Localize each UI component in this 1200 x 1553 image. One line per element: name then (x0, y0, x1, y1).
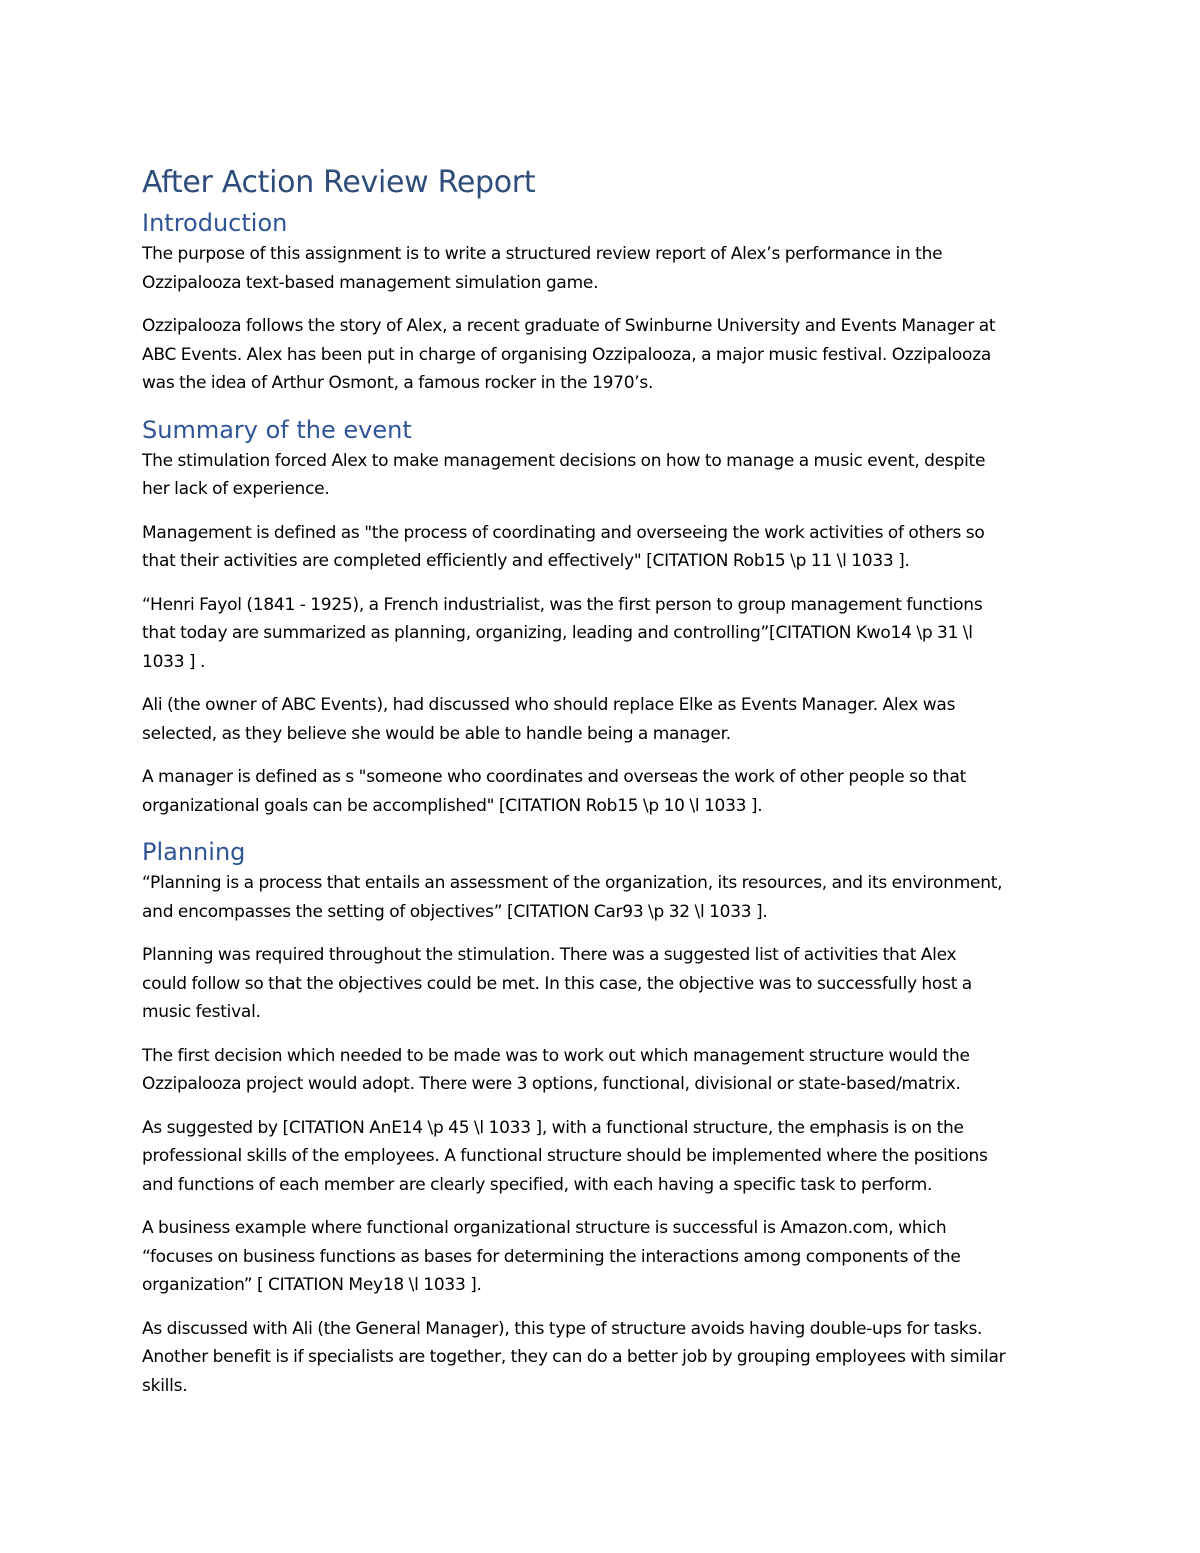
paragraph-line: and encompasses the setting of objectives” [CITATION Car93 \p 32 \l 1033 ]. (142, 901, 768, 922)
paragraph-line: Another benefit is if specialists are together, they can do a better job by grouping employees with similar (142, 1347, 1006, 1367)
paragraph (142, 941, 1062, 1027)
paragraph (142, 1114, 1062, 1200)
paragraph-line: that today are summarized as planning, organizing, leading and controlling”[CITATION Kwo14 \p 31 \l (142, 623, 973, 643)
section-heading-summary: Summary of the event (142, 415, 412, 444)
paragraph-line: “Henri Fayol (1841 - 1925), a French industrialist, was the first person to group management functions (142, 594, 983, 615)
paragraph (142, 1214, 1062, 1300)
paragraph-line: “Planning is a process that entails an assessment of the organization, its resources, and its environment, (142, 873, 1003, 893)
paragraph-line: ABC Events. Alex has been put in charge of organising Ozzipalooza, a major music festival. Ozzipalooza (142, 344, 992, 365)
paragraph-line: could follow so that the objectives could be met. In this case, the objective was to successfully host a (142, 973, 972, 994)
paragraph-line: professional skills of the employees. A functional structure should be implemented where the positions (142, 1146, 988, 1166)
paragraph-line: Planning was required throughout the stimulation. There was a suggested list of activities that Alex (142, 945, 957, 965)
section-heading-planning: Planning (142, 838, 246, 866)
paragraph (142, 447, 1062, 504)
paragraph-line: Management is defined as "the process of coordinating and overseeing the work activities of others so (142, 522, 985, 543)
paragraph-line: organizational goals can be accomplished" [CITATION Rob15 \p 10 \l 1033 ]. (142, 795, 763, 816)
paragraph (142, 240, 1062, 297)
paragraph-line: Ozzipalooza text-based management simulation game. (142, 272, 599, 293)
paragraph-line: selected, as they believe she would be able to handle being a manager. (142, 723, 731, 744)
paragraph-line: Ozzipalooza project would adopt. There were 3 options, functional, divisional or state-based/matrix. (142, 1074, 961, 1094)
paragraph-line: and functions of each member are clearly specified, with each having a specific task to perform. (142, 1174, 933, 1195)
paragraph-line: Ozzipalooza follows the story of Alex, a recent graduate of Swinburne University and Events Manager at (142, 316, 996, 336)
paragraph-line: skills. (142, 1375, 188, 1396)
paragraph-line: Ali (the owner of ABC Events), had discussed who should replace Elke as Events Manager. Alex was (142, 695, 956, 715)
paragraph-line: that their activities are completed efficiently and effectively" [CITATION Rob15 \p 11 \l 1033 ]. (142, 551, 910, 571)
paragraph-line: The first decision which needed to be made was to work out which management structure would the (142, 1045, 970, 1066)
paragraph-line: her lack of experience. (142, 479, 330, 499)
paragraph (142, 763, 1062, 820)
section-heading-introduction: Introduction (142, 209, 288, 237)
document-title: After Action Review Report (142, 165, 536, 200)
paragraph-line: A business example where functional organizational structure is successful is Amazon.com, which (142, 1218, 947, 1238)
paragraph (142, 691, 1062, 748)
paragraph-line: The stimulation forced Alex to make management decisions on how to manage a music event, despite (142, 450, 986, 471)
paragraph-line: The purpose of this assignment is to write a structured review report of Alex’s performance in the (142, 244, 943, 264)
paragraph (142, 591, 1062, 677)
paragraph-line: 1033 ] . (142, 651, 206, 672)
paragraph (142, 869, 1062, 926)
paragraph (142, 519, 1062, 576)
paragraph-line: “focuses on business functions as bases for determining the interactions among components of the (142, 1246, 961, 1267)
paragraph (142, 312, 1062, 398)
paragraph-line: music festival. (142, 1002, 261, 1022)
document-page (142, 160, 1062, 1415)
paragraph-line: organization” [ CITATION Mey18 \l 1033 ]. (142, 1275, 482, 1295)
paragraph-line: As suggested by [CITATION AnE14 \p 45 \l 1033 ], with a functional structure, the emphasis is on the (142, 1117, 964, 1138)
paragraph-line: was the idea of Arthur Osmont, a famous rocker in the 1970’s. (142, 373, 654, 393)
paragraph (142, 1315, 1062, 1401)
paragraph (142, 1042, 1062, 1099)
paragraph-line: A manager is defined as s "someone who coordinates and overseas the work of other people so that (142, 767, 967, 787)
paragraph-line: As discussed with Ali (the General Manager), this type of structure avoids having double-ups for tasks. (142, 1318, 983, 1339)
